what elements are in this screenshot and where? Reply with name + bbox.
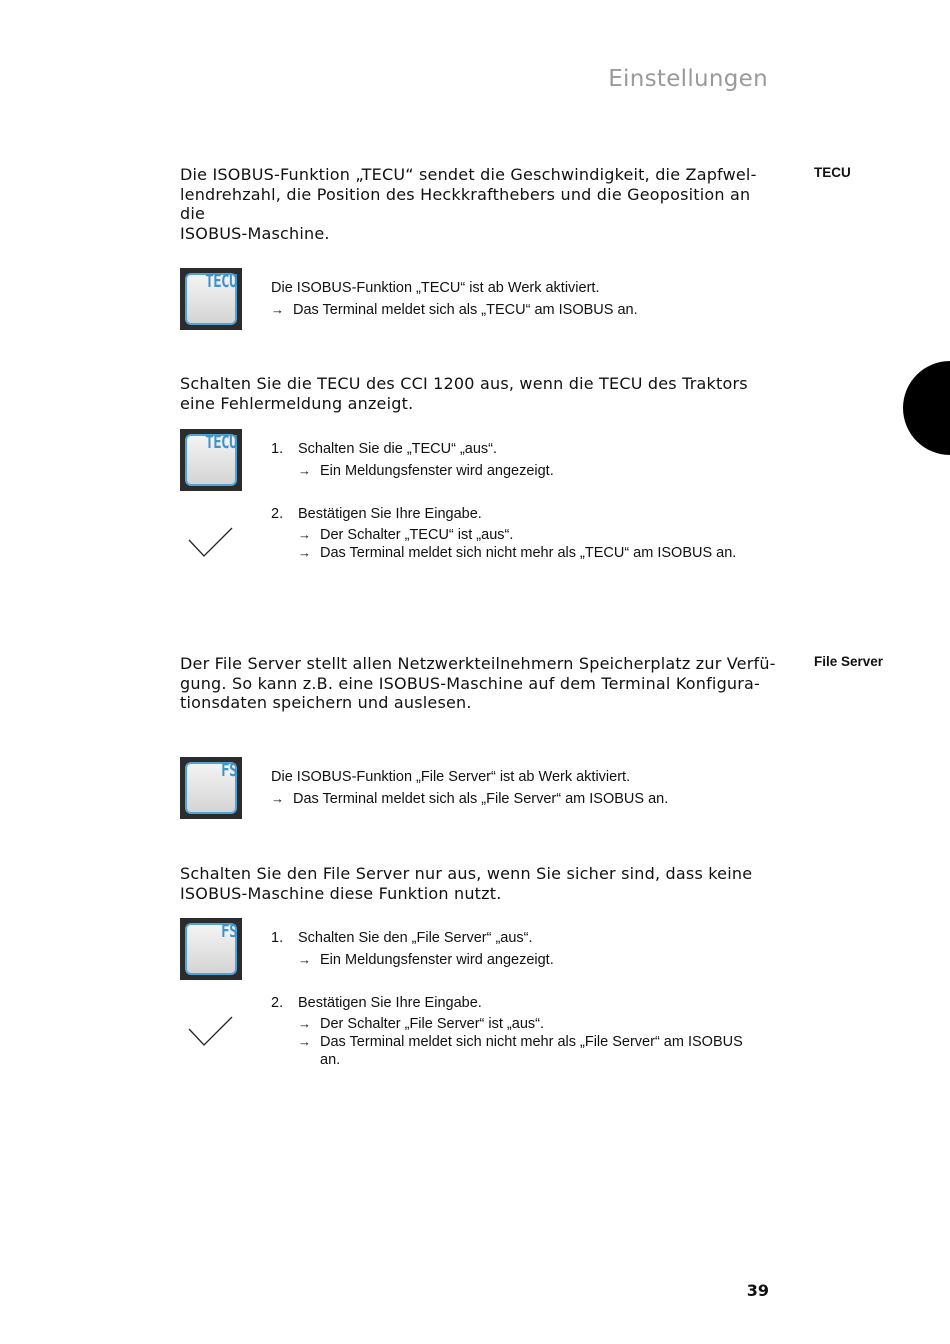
fileserver-step-1 <box>271 927 771 969</box>
result-arrow-icon: → <box>271 791 284 806</box>
tecu-intro-line: Die ISOBUS-Funktion „TECU“ sendet die Geschwindigkeit, die Zapfwel- <box>180 165 757 184</box>
fileserver-intro-line: gung. So kann z.B. eine ISOBUS-Maschine auf dem Terminal Konfigura- <box>180 673 761 693</box>
step-number: 2. <box>271 506 284 522</box>
fileserver-intro-line: Der File Server stellt allen Netzwerkteilnehmern Speicherplatz zur Verfü- <box>180 654 776 673</box>
step-result: Der Schalter „TECU“ ist „aus“. <box>320 527 514 543</box>
result-arrow-icon: → <box>298 463 311 478</box>
step-result: Das Terminal meldet sich nicht mehr als „TECU“ am ISOBUS an. <box>320 545 737 561</box>
step-text: Bestätigen Sie Ihre Eingabe. <box>298 995 482 1011</box>
result-arrow-icon: → <box>271 302 284 317</box>
result-arrow-icon: → <box>298 1034 311 1049</box>
checkmark-icon[interactable] <box>188 1015 234 1047</box>
tecu-step-1 <box>271 438 771 480</box>
fileserver-intro <box>180 654 780 713</box>
fileserver-step-2 <box>271 992 771 1069</box>
file-server-button-label: FS <box>221 761 237 781</box>
tecu-disable-line: eine Fehlermeldung anzeigt. <box>180 393 414 413</box>
checkmark-icon[interactable] <box>188 526 234 558</box>
fileserver-intro-line: tionsdaten speichern und auslesen. <box>180 693 472 712</box>
step-number: 1. <box>271 930 284 946</box>
tecu-default-note <box>271 277 791 321</box>
step-result: Ein Meldungsfenster wird angezeigt. <box>320 463 554 479</box>
result-arrow-icon: → <box>298 545 311 560</box>
tecu-function-button[interactable] <box>180 268 242 330</box>
fileserver-disable-line: Schalten Sie den File Server nur aus, wenn Sie sicher sind, dass keine <box>180 864 753 883</box>
tecu-button-label: TECU <box>205 433 237 453</box>
tecu-intro-line: ISOBUS-Maschine. <box>180 223 330 243</box>
fileserver-default-note-text: Die ISOBUS-Funktion „File Server“ ist ab Werk aktiviert. <box>271 769 631 785</box>
tecu-default-note-text: Die ISOBUS-Funktion „TECU“ ist ab Werk aktiviert. <box>271 280 600 296</box>
tecu-button-label: TECU <box>205 272 237 292</box>
step-number: 2. <box>271 995 284 1011</box>
page-header-title: Einstellungen <box>608 66 768 92</box>
step-text: Schalten Sie die „TECU“ „aus“. <box>298 441 498 457</box>
result-arrow-icon: → <box>298 1016 311 1031</box>
tecu-function-button[interactable] <box>180 429 242 491</box>
chapter-tab-marker <box>903 361 950 455</box>
tecu-intro-line: lendrehzahl, die Position des Heckkrafthebers und die Geoposition an die <box>180 184 751 223</box>
tecu-disable-instruction <box>180 374 780 413</box>
result-arrow-icon: → <box>298 952 311 967</box>
fileserver-default-note <box>271 766 791 810</box>
tecu-disable-line: Schalten Sie die TECU des CCI 1200 aus, wenn die TECU des Traktors <box>180 374 748 393</box>
margin-label-file-server: File Server <box>814 654 884 669</box>
step-result: Der Schalter „File Server“ ist „aus“. <box>320 1016 544 1032</box>
step-text: Bestätigen Sie Ihre Eingabe. <box>298 506 482 522</box>
step-text: Schalten Sie den „File Server“ „aus“. <box>298 930 533 946</box>
fileserver-disable-line: ISOBUS-Maschine diese Funktion nutzt. <box>180 883 502 903</box>
fileserver-default-result: Das Terminal meldet sich als „File Server“ am ISOBUS an. <box>293 791 669 807</box>
step-number: 1. <box>271 441 284 457</box>
step-result: Ein Meldungsfenster wird angezeigt. <box>320 952 554 968</box>
tecu-intro <box>180 165 780 243</box>
page-number: 39 <box>746 1281 769 1300</box>
step-result: Das Terminal meldet sich nicht mehr als „File Server“ am ISOBUS an. <box>320 1034 743 1068</box>
fileserver-disable-instruction <box>180 864 780 903</box>
file-server-function-button[interactable] <box>180 757 242 819</box>
file-server-button-label: FS <box>221 922 237 942</box>
file-server-function-button[interactable] <box>180 918 242 980</box>
result-arrow-icon: → <box>298 527 311 542</box>
tecu-default-result: Das Terminal meldet sich als „TECU“ am ISOBUS an. <box>293 302 638 318</box>
tecu-step-2 <box>271 503 771 562</box>
margin-label-tecu: TECU <box>814 165 851 180</box>
